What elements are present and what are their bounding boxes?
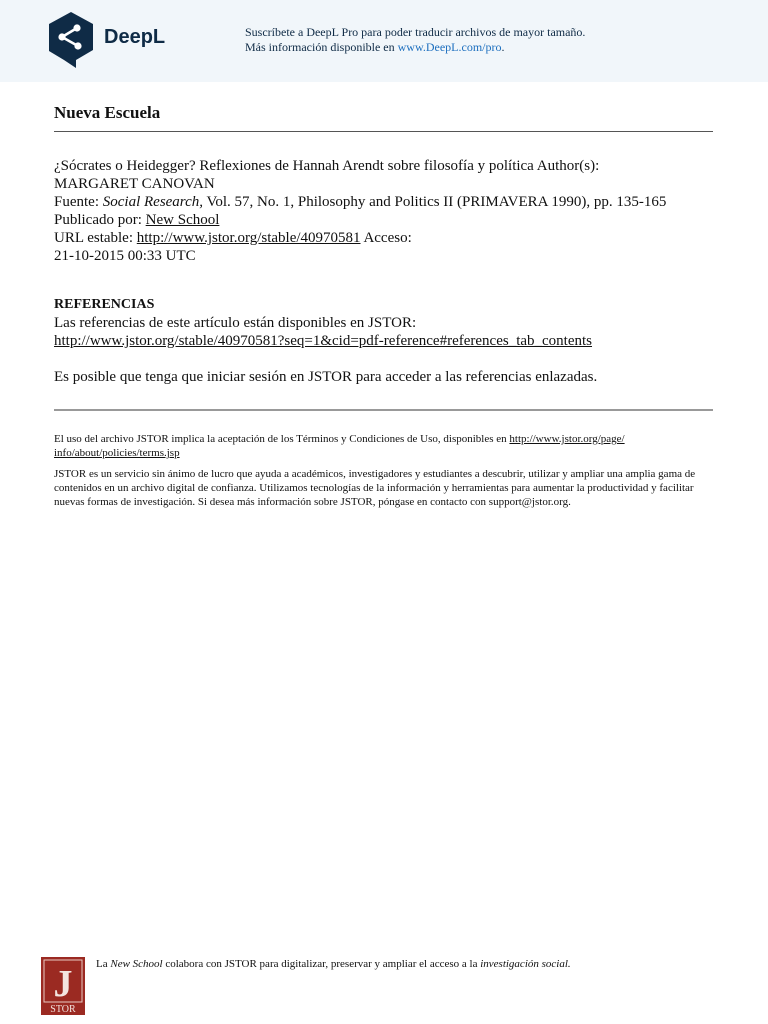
deepl-brand-name: DeepL <box>104 26 166 48</box>
terms-text: El uso del archivo JSTOR implica la aceptación de los Términos y Condiciones de Uso, disponibles en <box>54 433 510 445</box>
footer-journal: investigación social. <box>480 958 571 970</box>
references-section <box>54 296 734 385</box>
article-title: ¿Sócrates o Heidegger? Reflexiones de Hannah Arendt sobre filosofía y política Author(s): <box>54 158 600 174</box>
publisher-link[interactable]: New School <box>145 212 220 228</box>
terms-section <box>54 432 704 516</box>
promo-line-2-suffix: . <box>501 40 505 54</box>
terms-divider <box>54 409 713 411</box>
jstor-description: JSTOR es un servicio sin ánimo de lucro que ayuda a académicos, investigadores y estudiantes a descubrir, utilizar y ampliar una amplia gama de contenidos en un archivo digital de confianza. Utilizamos tecnologías de la información y herramientas para aumentar la productividad y facilitar nuevas formas de investigación. Si desea más información sobre JSTOR, póngase en contacto con support@jstor.org. <box>54 468 696 508</box>
promo-line-2-prefix: Más información disponible en <box>245 40 398 54</box>
source-journal: Social Research, <box>102 194 203 210</box>
references-heading: REFERENCIAS <box>54 297 155 312</box>
stable-url-label: URL estable: <box>54 230 137 246</box>
header-divider <box>54 131 713 132</box>
access-date: 21-10-2015 00:33 UTC <box>54 248 196 264</box>
source-details: Vol. 57, No. 1, Philosophy and Politics II (PRIMAVERA 1990), pp. 135-165 <box>203 194 667 210</box>
source-label: Fuente: <box>54 194 103 210</box>
stable-url-link[interactable]: http://www.jstor.org/stable/40970581 <box>136 230 361 246</box>
references-text: Las referencias de este artículo están disponibles en JSTOR: <box>54 315 417 331</box>
article-metadata <box>54 157 734 265</box>
access-label: Acceso: <box>360 230 412 246</box>
footer-credit <box>96 957 571 971</box>
login-note: Es posible que tenga que iniciar sesión en JSTOR para acceder a las referencias enlazadas. <box>54 369 598 385</box>
deepl-pro-link[interactable]: www.DeepL.com/pro <box>397 40 502 54</box>
jstor-logo-icon <box>40 956 86 1016</box>
terms-link[interactable]: http://www.jstor.org/page/ info/about/policies/terms.jsp <box>54 433 625 459</box>
deepl-logo-icon <box>46 10 96 70</box>
publisher-title: Nueva Escuela <box>54 103 161 122</box>
footer-prefix: La <box>96 958 111 970</box>
deepl-banner <box>0 0 768 82</box>
terms-paragraph <box>54 432 704 460</box>
published-by-label: Publicado por: <box>54 212 146 228</box>
references-link[interactable]: http://www.jstor.org/stable/40970581?seq=1&cid=pdf-reference#references_tab_contents <box>54 333 593 349</box>
jstor-logo-text: STOR <box>50 1004 76 1015</box>
footer-school: New School <box>110 958 163 970</box>
article-author: MARGARET CANOVAN <box>54 176 215 192</box>
svg-text:J: J <box>53 963 73 1005</box>
footer-middle: colabora con JSTOR para digitalizar, preservar y ampliar el acceso a la <box>162 958 481 970</box>
promo-line-1: Suscríbete a DeepL Pro para poder traducir archivos de mayor tamaño. <box>245 25 586 39</box>
deepl-promo-text <box>245 25 585 55</box>
